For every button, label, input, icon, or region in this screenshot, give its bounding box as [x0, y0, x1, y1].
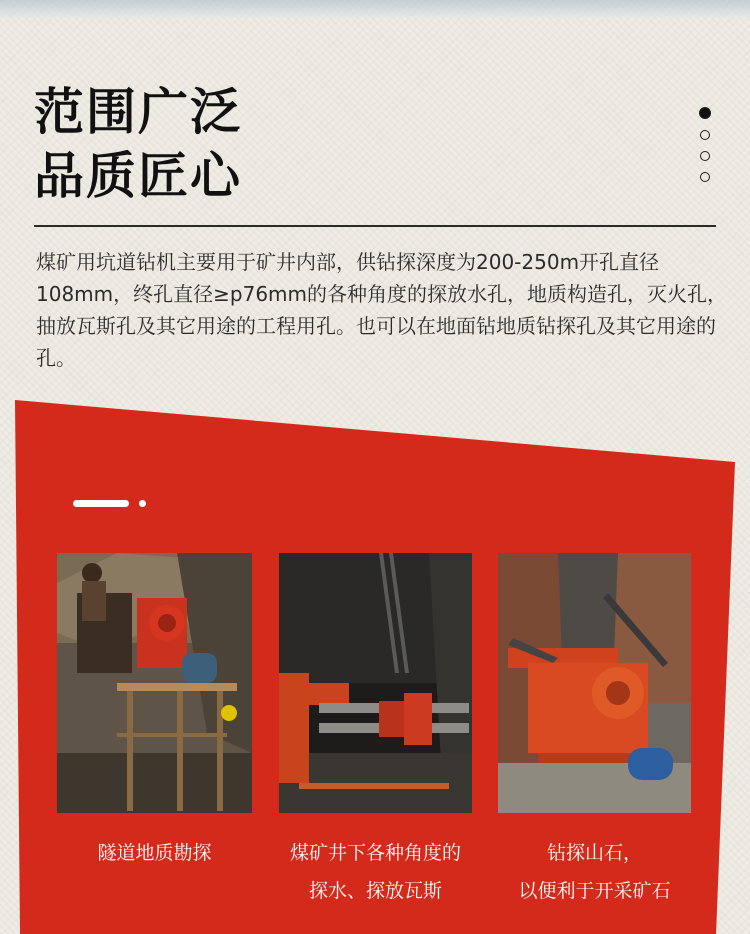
caption-3 [498, 834, 691, 910]
pagination-dots [700, 107, 716, 193]
heading-line-2: 品质匠心 [34, 147, 242, 205]
caption-2-line-1: 煤矿井下各种角度的 [289, 842, 461, 864]
photo-coal-mine-drilling [279, 553, 472, 813]
caption-1-line-1: 隧道地质勘探 [97, 842, 212, 864]
photo-rock-drilling [498, 553, 691, 813]
caption-1 [57, 834, 252, 872]
heading-divider [34, 225, 716, 227]
pagination-dot-2[interactable] [700, 130, 710, 140]
caption-3-line-2: 以便利于开采矿石 [518, 880, 671, 902]
pagination-dot-4[interactable] [700, 172, 710, 182]
heading-line-1: 范围广泛 [34, 83, 242, 141]
dash-dot [139, 500, 146, 507]
caption-2 [272, 834, 479, 910]
dash-bar [73, 500, 129, 507]
pagination-dot-1[interactable] [699, 107, 711, 119]
top-background-strip [0, 0, 750, 18]
page-heading [34, 80, 242, 208]
caption-2-line-2: 探水、探放瓦斯 [308, 880, 442, 902]
caption-3-line-1: 钻探山石， [546, 842, 642, 864]
pagination-dot-3[interactable] [700, 151, 710, 161]
photo-tunnel-exploration [57, 553, 252, 813]
description-text: 煤矿用坑道钻机主要用于矿井内部，供钻探深度为200-250m开孔直径108mm，终孔直径≥p76mm的各种角度的探放水孔，地质构造孔，灭火孔，抽放瓦斯孔及其它用途的工程用孔。也可以在地面钻地质钻探孔及其它用途的孔。 [36, 250, 728, 370]
